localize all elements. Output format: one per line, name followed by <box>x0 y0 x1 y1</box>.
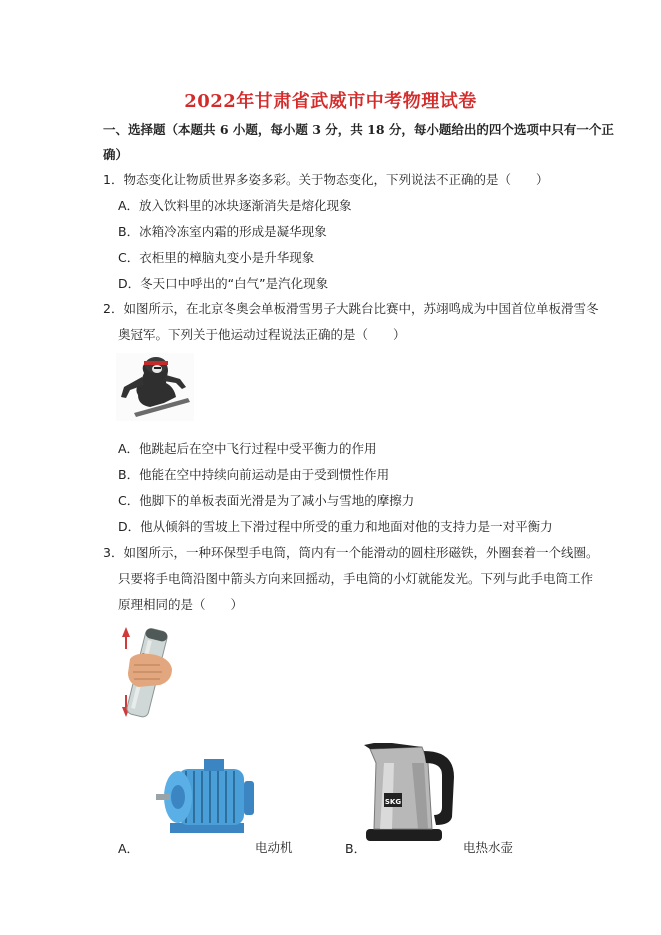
question-2-option-c: C．他脚下的单板表面光滑是为了减小与雪地的摩擦力 <box>118 493 415 508</box>
electric-kettle-image <box>362 733 460 845</box>
snowboarder-image <box>116 353 194 421</box>
question-1-option-b: B．冰箱冷冻室内霜的形成是凝华现象 <box>118 224 327 239</box>
question-1-option-d: D．冬天口中呼出的“白气”是汽化现象 <box>118 276 329 291</box>
exam-title: 2022年甘肃省武威市中考物理试卷 <box>184 91 477 112</box>
question-1-stem: 1．物态变化让物质世界多姿多彩。关于物态变化，下列说法不正确的是（ ） <box>103 172 549 187</box>
question-3-stem-line3: 原理相同的是（ ） <box>118 597 244 612</box>
question-3-option-b-letter: B． <box>345 841 367 856</box>
flashlight-image <box>116 625 180 721</box>
electric-motor-image <box>150 753 260 838</box>
question-2-stem-line2: 奥冠军。下列关于他运动过程说法正确的是（ ） <box>118 327 406 342</box>
question-2-option-a: A．他跳起后在空中飞行过程中受平衡力的作用 <box>118 441 377 456</box>
section-heading-line2: 确） <box>103 147 129 162</box>
question-3-stem-line2: 只要将手电筒沿图中箭头方向来回摇动，手电筒的小灯就能发光。下列与此手电筒工作 <box>118 571 594 586</box>
section-heading-line1: 一、选择题（本题共 6 小题，每小题 3 分，共 18 分，每小题给出的四个选项中只有一个正 <box>103 122 614 137</box>
question-2-option-b: B．他能在空中持续向前运动是由于受到惯性作用 <box>118 467 390 482</box>
kettle-brand-label: SKG <box>384 798 402 806</box>
question-3-option-a-label: 电动机 <box>255 840 293 855</box>
question-1-option-c: C．衣柜里的樟脑丸变小是升华现象 <box>118 250 315 265</box>
question-2-option-d: D．他从倾斜的雪坡上下滑过程中所受的重力和地面对他的支持力是一对平衡力 <box>118 519 553 534</box>
question-3-option-a-letter: A． <box>118 841 140 856</box>
question-2-stem-line1: 2．如图所示，在北京冬奥会单板滑雪男子大跳台比赛中，苏翊鸣成为中国首位单板滑雪冬 <box>103 301 599 316</box>
question-3-option-b-label: 电热水壶 <box>463 840 514 855</box>
question-1-option-a: A．放入饮料里的冰块逐渐消失是熔化现象 <box>118 198 352 213</box>
question-3-stem-line1: 3．如图所示，一种环保型手电筒，筒内有一个能滑动的圆柱形磁铁，外圈套着一个线圈。 <box>103 545 599 560</box>
